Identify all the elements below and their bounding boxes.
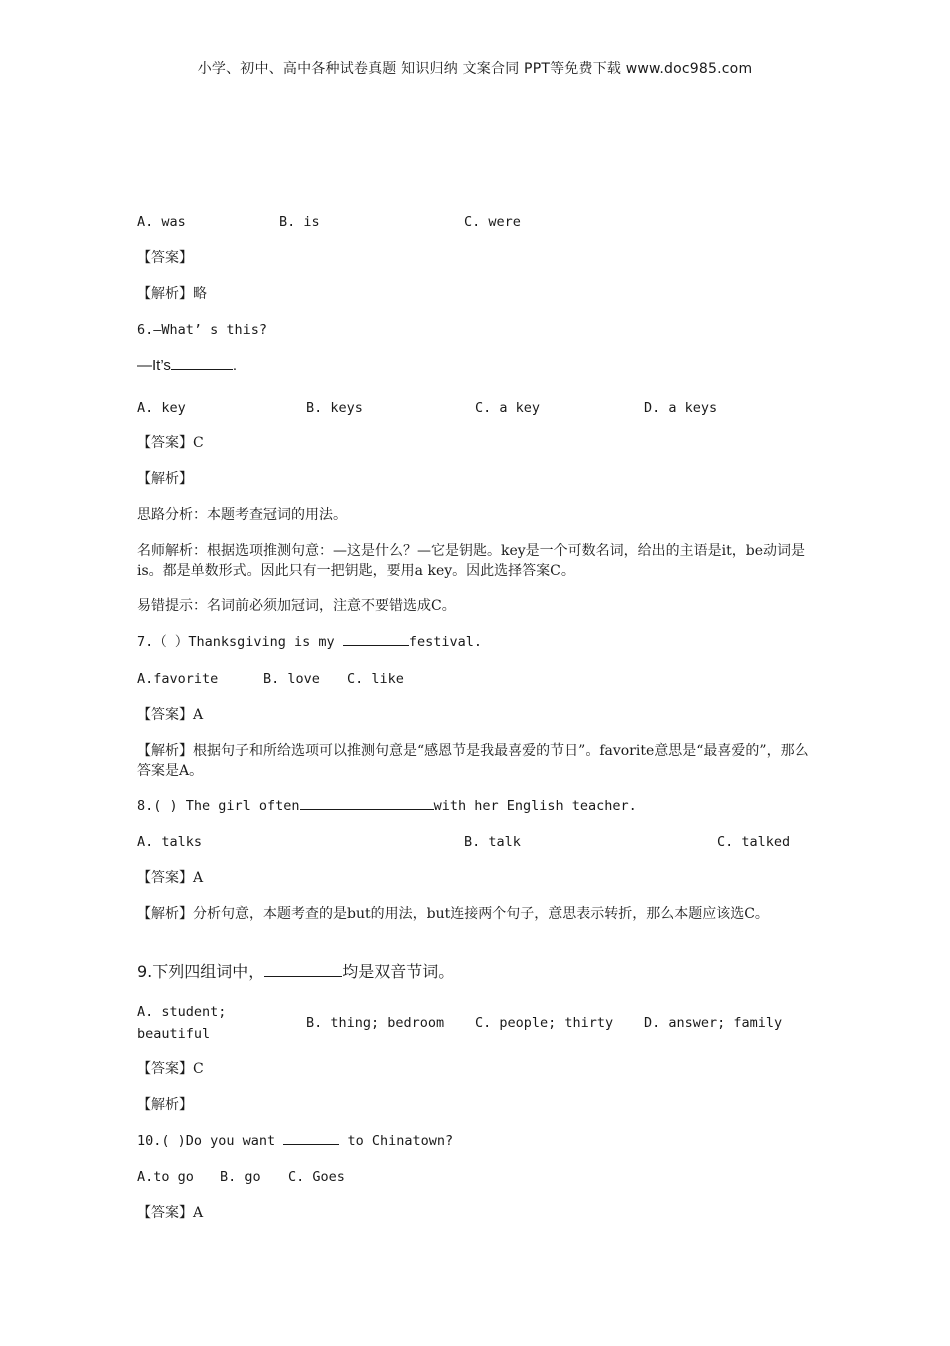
q10-stem-suffix: to Chinatown? <box>339 1133 454 1149</box>
q10-stem-prefix: 10.( )Do you want <box>137 1133 284 1149</box>
q5-option-c: C. were <box>464 214 521 230</box>
q10-option-c: C. Goes <box>288 1169 345 1185</box>
q9-option-b: B. thing; bedroom <box>306 1015 445 1031</box>
q9-stem <box>137 960 454 983</box>
q6-reply <box>137 356 237 376</box>
q6-option-b: B. keys <box>306 400 363 416</box>
q6-analysis-label: 【解析】 <box>137 471 193 487</box>
q5-analysis: 【解析】略 <box>137 286 207 302</box>
q6-stem: 6.—What’ s this? <box>137 322 268 338</box>
q9-option-c: C. people; thirty <box>475 1015 614 1031</box>
q9-stem-prefix: 9.下列四组词中， <box>137 962 265 981</box>
q5-answer: 【答案】 <box>137 250 193 266</box>
q7-analysis: 【解析】根据句子和所给选项可以推测句意是“感恩节是我最喜爱的节日”。favorite意思是“最喜爱的”，那么答案是A。 <box>137 743 809 779</box>
q10-option-b: B. go <box>220 1169 261 1185</box>
q7-stem <box>137 632 482 652</box>
q7-option-b: B. love <box>263 671 320 687</box>
q6-option-a: A. key <box>137 400 186 416</box>
q9-stem-suffix: 均是双音节词。 <box>342 962 455 981</box>
q7-option-c: C. like <box>347 671 404 687</box>
q6-blank <box>171 356 233 370</box>
q7-stem-suffix: festival. <box>408 634 482 650</box>
q10-blank <box>283 1131 339 1145</box>
q8-answer: 【答案】A <box>137 870 204 886</box>
q7-answer: 【答案】A <box>137 707 204 723</box>
q9-analysis: 【解析】 <box>137 1097 193 1113</box>
q6-reply-prefix: —It’s <box>137 357 171 374</box>
q7-blank <box>343 632 409 646</box>
q9-option-d: D. answer; family <box>644 1015 783 1031</box>
q6-idea: 思路分析：本题考查冠词的用法。 <box>137 507 347 523</box>
q8-stem-prefix: 8.( ) The girl often <box>137 798 300 814</box>
q9-option-a-line2: beautiful <box>137 1026 211 1042</box>
page-header: 小学、初中、高中各种试卷真题 知识归纳 文案合同 PPT等免费下载 www.doc985.com <box>197 61 753 77</box>
q8-stem-suffix: with her English teacher. <box>433 798 637 814</box>
q8-option-c: C. talked <box>717 834 791 850</box>
q9-answer: 【答案】C <box>137 1061 204 1077</box>
q6-answer: 【答案】C <box>137 435 204 451</box>
q6-tip: 易错提示：名词前必须加冠词，注意不要错选成C。 <box>137 598 456 614</box>
q8-blank <box>300 796 434 810</box>
q8-analysis: 【解析】分析句意，本题考查的是but的用法，but连接两个句子，意思表示转折，那么本题应该选C。 <box>137 906 769 922</box>
q8-option-b: B. talk <box>464 834 521 850</box>
q10-option-a: A.to go <box>137 1169 194 1185</box>
q10-answer: 【答案】A <box>137 1205 204 1221</box>
q5-option-a: A. was <box>137 214 186 230</box>
q7-stem-prefix: 7.（ ）Thanksgiving is my <box>137 634 343 650</box>
q6-reply-suffix: . <box>232 357 238 374</box>
q9-blank <box>264 960 342 977</box>
q6-option-d: D. a keys <box>644 400 718 416</box>
q9-option-a-line1: A. student; <box>137 1004 227 1020</box>
q6-teacher-analysis: 名师解析：根据选项推测句意：—这是什么？—它是钥匙。key是一个可数名词，给出的主语是it，be动词是is。都是单数形式。因此只有一把钥匙，要用a key。因此选择答案C。 <box>137 543 806 579</box>
q10-stem <box>137 1131 453 1151</box>
q6-option-c: C. a key <box>475 400 541 416</box>
q7-option-a: A.favorite <box>137 671 219 687</box>
q5-option-b: B. is <box>279 214 320 230</box>
q8-stem <box>137 796 637 816</box>
q8-option-a: A. talks <box>137 834 203 850</box>
